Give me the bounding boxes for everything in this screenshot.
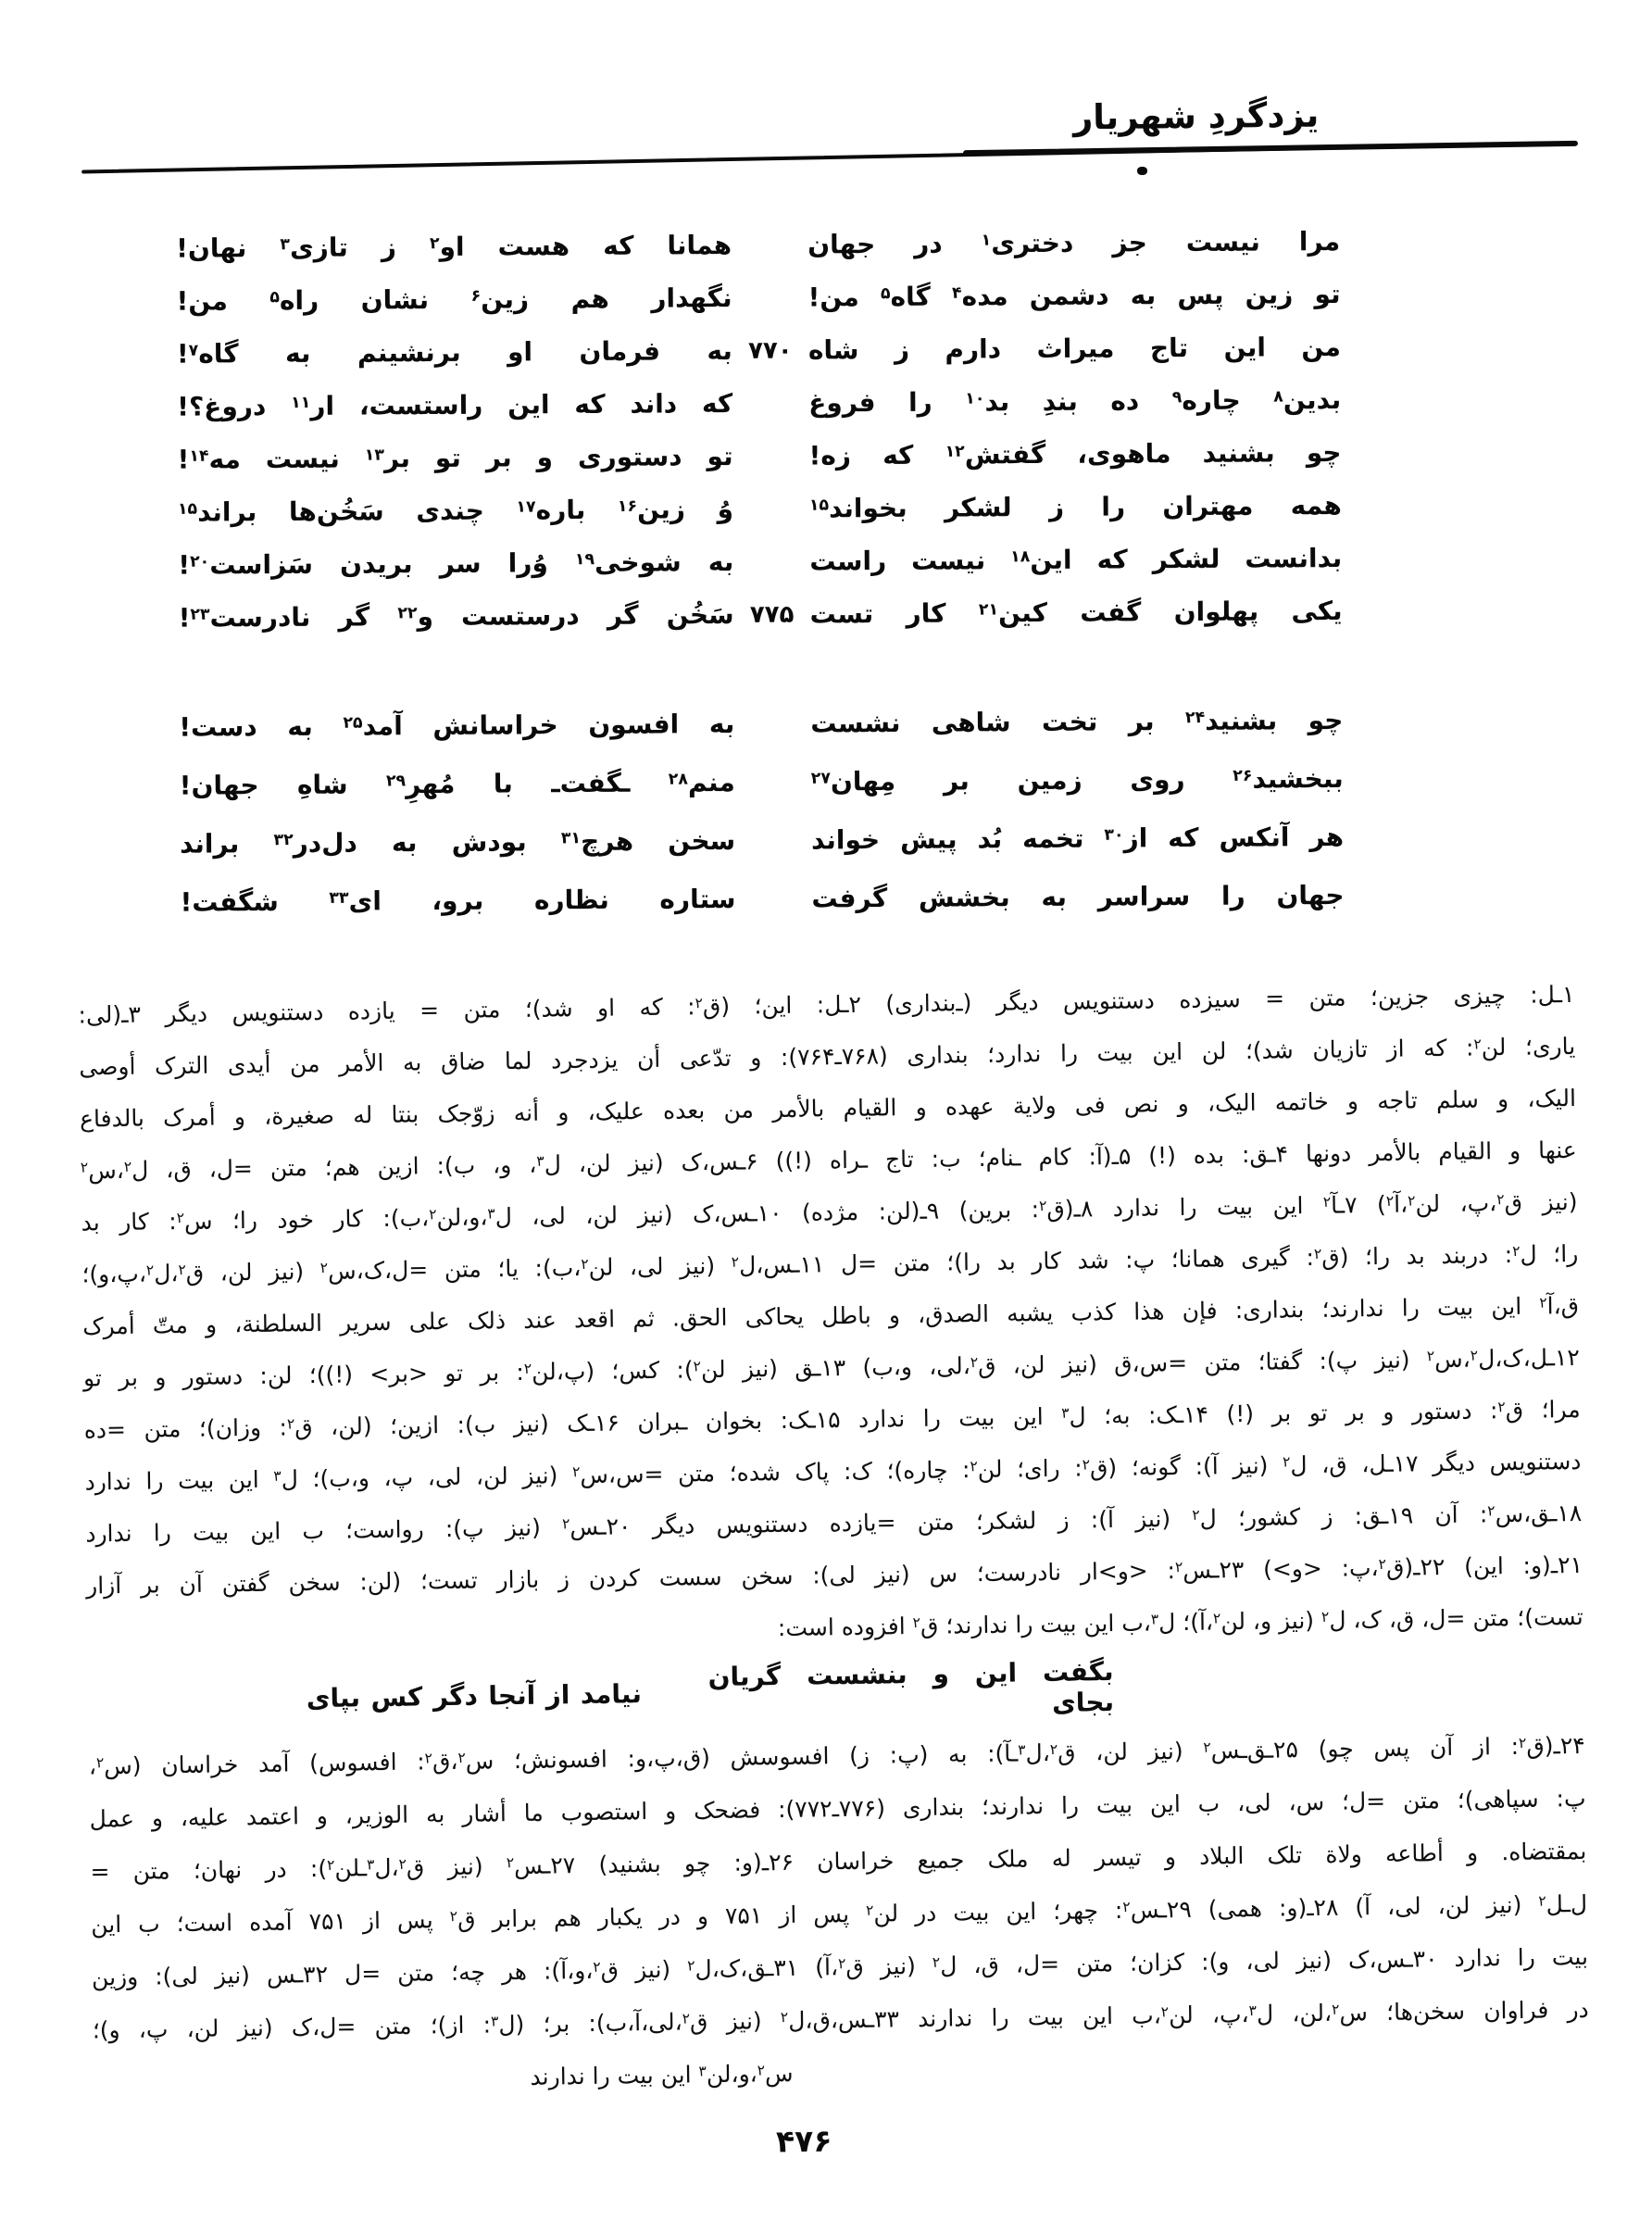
apparatus-line: دستنویس دیگر ۱۷ـل، ق، ل$^۲$ (نیز آ): گونه؛ (ق$^۲$: رای؛ لن$^۲$: چاره)؛ ک: پاک شده؛ متن =س،س$^۲$ (نیز لن، لی، پ، و،ب)؛ ل$^۳$ این بیت را ندارد xyxy=(84,1447,1582,1496)
hemistich-left: سخن هرچ$^{۳۱}$ بودش به دل‌در$^{۳۲}$ براند xyxy=(180,824,736,860)
hemistich-left: که داند که این راستست، ار$^{۱۱}$ دروغ؟! xyxy=(177,387,733,422)
apparatus-line: ق،آ$^۲$ این بیت را ندارند؛ بنداری: فإن هذا کذب یشبه الصدق، و باطل یحاکی الحق. ثم اقعد عند ذلک علی سریر السلطنة، و متّ أمرک xyxy=(82,1291,1580,1340)
apparatus-line: ۲۱ـ(و: این) ۲۲ـ(ق$^۲$،پ: <و>) ۲۳ـس$^۲$: <و>ار نادرست؛ س (نیز لی): سخن سست کردن ز بازار تست؛ (لن: سخن گفتن آن بر آزار xyxy=(85,1550,1583,1600)
hemistich-left: سَخُن گر درستست و$^{۲۲}$ گر نادرست$^{۲۳}$! xyxy=(178,598,734,634)
hemistich-left: منم$^{۲۸}$ ـگفت‌ـ با مُهرِ$^{۲۹}$ شاهِ جهان! xyxy=(179,766,735,801)
hemistich-left: وُ زین$^{۱۶}$ باره$^{۱۷}$ چندی سَخُن‌ها براند$^{۱۵}$ xyxy=(177,493,734,528)
verse-row xyxy=(180,749,1344,815)
apparatus-line: یاری؛ لن$^۲$: که از تازیان شد)؛ لن این بیت را ندارد؛ بنداری (۷۶۸ـ۷۶۴): و تدّعی أن یزدجرد لما ضاق به الأمر من أیدی الترک أوصی xyxy=(79,1032,1576,1081)
apparatus-line: در فراوان سخن‌ها؛ س$^۲$،لن، ل$^۳$،پ، لن$^۲$،ب این بیت را ندارند ۳۳ـس،ق،ل$^۲$ (نیز ق$^۲$،لی،آ،ب): بر؛ (ل$^۳$: از)؛ متن =ل،ک (نیز لن، پ، و)؛ xyxy=(92,1995,1589,2044)
apparatus-line: تست)؛ متن =ل، ق، ک، ل$^۲$ (نیز و، لن$^۲$،آ)؛ ل$^۳$،ب این بیت را ندارند؛ ق$^۲$ افزوده است: xyxy=(777,1602,1583,1642)
hemistich-left: تو دستوری و بر تو بر$^{۱۳}$ نیست مه$^{۱۴}$! xyxy=(177,440,733,475)
verse-number-775: ۷۷۵ xyxy=(749,600,795,629)
verse-number-770: ۷۷۰ xyxy=(747,336,793,365)
hemistich-right: بدین$^۸$ چاره$^۹$ ده بندِ بد$^{۱۰}$ را فروغ xyxy=(808,383,1342,419)
apparatus-line: س$^۲$،و،لن$^۳$ این بیت را ندارند xyxy=(530,2059,794,2090)
hemistich-left: ستاره نظاره برو، ای$^{۳۳}$ شگفت! xyxy=(180,883,736,918)
apparatus-block-1 xyxy=(78,969,1583,1663)
stanza xyxy=(179,691,1345,932)
verse-row xyxy=(177,426,1341,486)
hemistich-right: چو بشنید ماهوی، گفتش$^{۱۲}$ که زه! xyxy=(808,436,1342,471)
critical-apparatus xyxy=(78,969,1590,2109)
poem-block xyxy=(176,215,1345,932)
hemistich-left: به افسون خراسانش آمد$^{۲۵}$ به دست! xyxy=(179,708,735,743)
hemistich-left: نگهدار هم زین$^۶$ نشان راه$^۵$ من! xyxy=(176,282,732,317)
verse-row xyxy=(180,808,1344,873)
verse-number xyxy=(732,297,808,298)
apparatus-line: (نیز ق$^۲$،پ، لن$^۲$،آ$^۲$) ۷ـآ$^۲$ این بیت را ندارد ۸ـ(ق$^۲$: برین) ۹ـ(لن: مژده) ۱۰ـس،ک (نیز لن، لی، ل$^۳$،و،لن$^۲$،ب): کار خود را؛ س$^۲$: کار بد xyxy=(81,1187,1578,1236)
apparatus-block-2 xyxy=(88,1719,1589,2110)
verse-row xyxy=(176,268,1340,328)
verse-number xyxy=(735,840,811,841)
verse-row xyxy=(176,215,1340,275)
verse-number xyxy=(735,898,811,899)
apparatus-line: عنها و القیام بالأمر دونها ۴ـق: بده (!) ۵ـ(آ: کام ـنام؛ ب: تاج ـراه (!)) ۶ـس،ک (نیز لن، ل$^۳$، و، ب): ازین هم؛ متن =ل، ق، ل$^۲$،س$^۲$ xyxy=(80,1136,1577,1185)
verse-number xyxy=(735,782,811,783)
apparatus-inline-couplet xyxy=(88,1656,1115,1725)
hemistich-right: چو بشنید$^{۲۴}$ بر تخت شاهی نشست xyxy=(810,704,1344,739)
apparatus-line: ۱۸ـق،س$^۲$: آن ۱۹ـق: ز کشور؛ ل$^۲$ (نیز آ): ز لشکر؛ متن =یازده دستنویس دیگر ۲۰ـس$^۲$ (نیز پ): رواست؛ ب این بیت را ندارد xyxy=(85,1499,1583,1548)
apparatus-line: ۱ـل: چیزی جزین؛ متن = سیزده دستنویس دیگر (ـ‌بنداری) ۲ـل: این؛ (ق$^۲$: که او شد)؛ متن = یازده دستنویس دیگر ۳ـ(لی: xyxy=(78,980,1575,1029)
apparatus-line: پ: سپاهی)؛ متن =ل؛ س، لی، ب این بیت را ندارند؛ بنداری (۷۷۶ـ۷۷۲): فضحک و استصوب ما أشار به الوزیر، و اعتمد علیه، و عمل xyxy=(89,1784,1586,1833)
page-number: ۴۷۶ xyxy=(775,2122,832,2160)
hemistich-right: یکی پهلوان گفت کین$^{۲۱}$ کار تست xyxy=(809,595,1343,630)
apparatus-line: بمقتضاه. و أطاعه ولاة تلک البلاد و تیسر له ملک جمیع خراسان ۲۶ـ(و: چو بشنید) ۲۷ـس$^۲$ (نیز ق$^۲$،ل$^۳$ـلن$^۲$): در نهان؛ متن = xyxy=(90,1837,1587,1886)
ink-dot xyxy=(1137,167,1147,175)
verse-row xyxy=(180,866,1344,932)
verse-row xyxy=(178,584,1342,645)
verse-row xyxy=(177,373,1341,433)
hemistich-right: هر آنکس که از$^{۳۰}$ تخمه بُد پیش خواند xyxy=(811,821,1345,856)
stanza xyxy=(176,215,1343,645)
hemistich-right: بدانست لشکر که این$^{۱۸}$ نیست راست xyxy=(809,542,1343,577)
hemistich-right: جهان را سراسر به بخشش گرفت xyxy=(811,879,1345,914)
hemistich-right: تو زین پس به دشمن مده$^۴$ گاه$^۵$ من! xyxy=(807,278,1341,313)
hemistich-left: به فرمان او برنشینم به گاه$^۷$! xyxy=(176,334,732,370)
hemistich-right: ببخشید$^{۲۶}$ روی زمین بر مِهان$^{۲۷}$ xyxy=(810,762,1344,797)
verse-number xyxy=(734,723,810,724)
hemistich-right: همه مهتران را ز لشکر بخواند$^{۱۵}$ xyxy=(808,489,1343,524)
verse-number xyxy=(733,561,809,562)
verse-row xyxy=(177,320,1341,381)
apparatus-line: را؛ ل$^۲$: دربند بد را؛ (ق$^۲$: گیری همانا؛ پ: شد کار بد را)؛ متن =ل ۱۱ـس،ل$^۲$ (نیز لی، لن$^۲$،ب): یا؛ متن =ل،ک،س$^۲$ (نیز لن، ق$^۲$،ل$^۲$،پ،و)؛ xyxy=(81,1239,1579,1288)
header-rule-thick-segment xyxy=(963,141,1578,156)
verse-number xyxy=(733,508,809,509)
apparatus-line: ۲۴ـ(ق$^۲$: از آن پس چو) ۲۵ـق‌ـس$^۲$ (نیز لن، ق$^۲$،ل$^۳$ـآ): به (پ: ز) افسوسش (ق،پ،و: افسونش؛ س$^۲$،ق$^۲$: افسوس) آمد خراسان (س$^۲$، xyxy=(88,1731,1585,1780)
apparatus-line: مرا؛ ق$^۲$: دستور و بر تو بر (!) ۱۴ـک: به؛ ل$^۳$ این بیت را ندارد ۱۵ـک: بخوان ـبران ۱۶ـک (نیز ب): ازین؛ (لن، ق$^۲$: وزان)؛ متن =ده xyxy=(83,1395,1581,1444)
verse-row xyxy=(179,691,1343,757)
apparatus-line: بیت را ندارد ۳۰ـس،ک (نیز لی، و): کزان؛ متن =ل، ق، ل$^۲$ (نیز ق$^۲$،آ) ۳۱ـق،ک،ل$^۲$ (نیز ق$^۲$،و،آ): هر چه؛ متن =ل ۳۲ـس (نیز لی): وزین xyxy=(91,1942,1589,1991)
hemistich-right: مرا نیست جز دختری$^۱$ در جهان xyxy=(807,225,1341,260)
apparatus-line: ۱۲ـل،ک،ل$^۲$،س$^۲$ (نیز پ): گفتا؛ متن =س،ق (نیز لن، ق$^۲$،لی، و،ب) ۱۳ـق (نیز لن$^۲$): کس؛ (پ،لن$^۲$: بر تو <بر> (!))؛ لن: دستور و بر تو xyxy=(82,1343,1581,1392)
verse-number xyxy=(733,456,809,457)
apparatus-line: ل‌ـل$^۲$ (نیز لن، لی، آ) ۲۸ـ(و: همی) ۲۹ـس$^۲$: چهر؛ این بیت در لن$^۲$ پس از ۷۵۱ و در یکبار هم برابر ق$^۲$ پس از ۷۵۱ آمده است؛ ب این xyxy=(91,1889,1588,1939)
verse-row xyxy=(178,479,1342,539)
verse-row xyxy=(178,532,1342,592)
verse-number xyxy=(732,403,808,404)
hemistich-left: همانا که هست او$^۲$ ز تازی$^۳$ نهان! xyxy=(176,229,732,264)
chapter-title: یزدگردِ شهریار xyxy=(1072,94,1320,138)
couplet-hemistich-left: نیامد از آنجا دگر کس بپای xyxy=(306,1677,643,1713)
apparatus-line: الیک، و سلم تاجه و خاتمه الیک، و نص فی ولایة عهده و القیام بالأمر من بعده علیک، و أنه زوّجک بنتا له صغیرة، و أمرک بالدفاع xyxy=(79,1084,1577,1133)
hemistich-left: به شوخی$^{۱۹}$ وُرا سر بریدن سَزاست$^{۲۰}$! xyxy=(178,546,734,581)
couplet-hemistich-right: بگفت این و بنشست گریان بجای xyxy=(707,1656,1115,1718)
hemistich-right: من این تاج میراث دارم ز شاه xyxy=(807,331,1341,366)
